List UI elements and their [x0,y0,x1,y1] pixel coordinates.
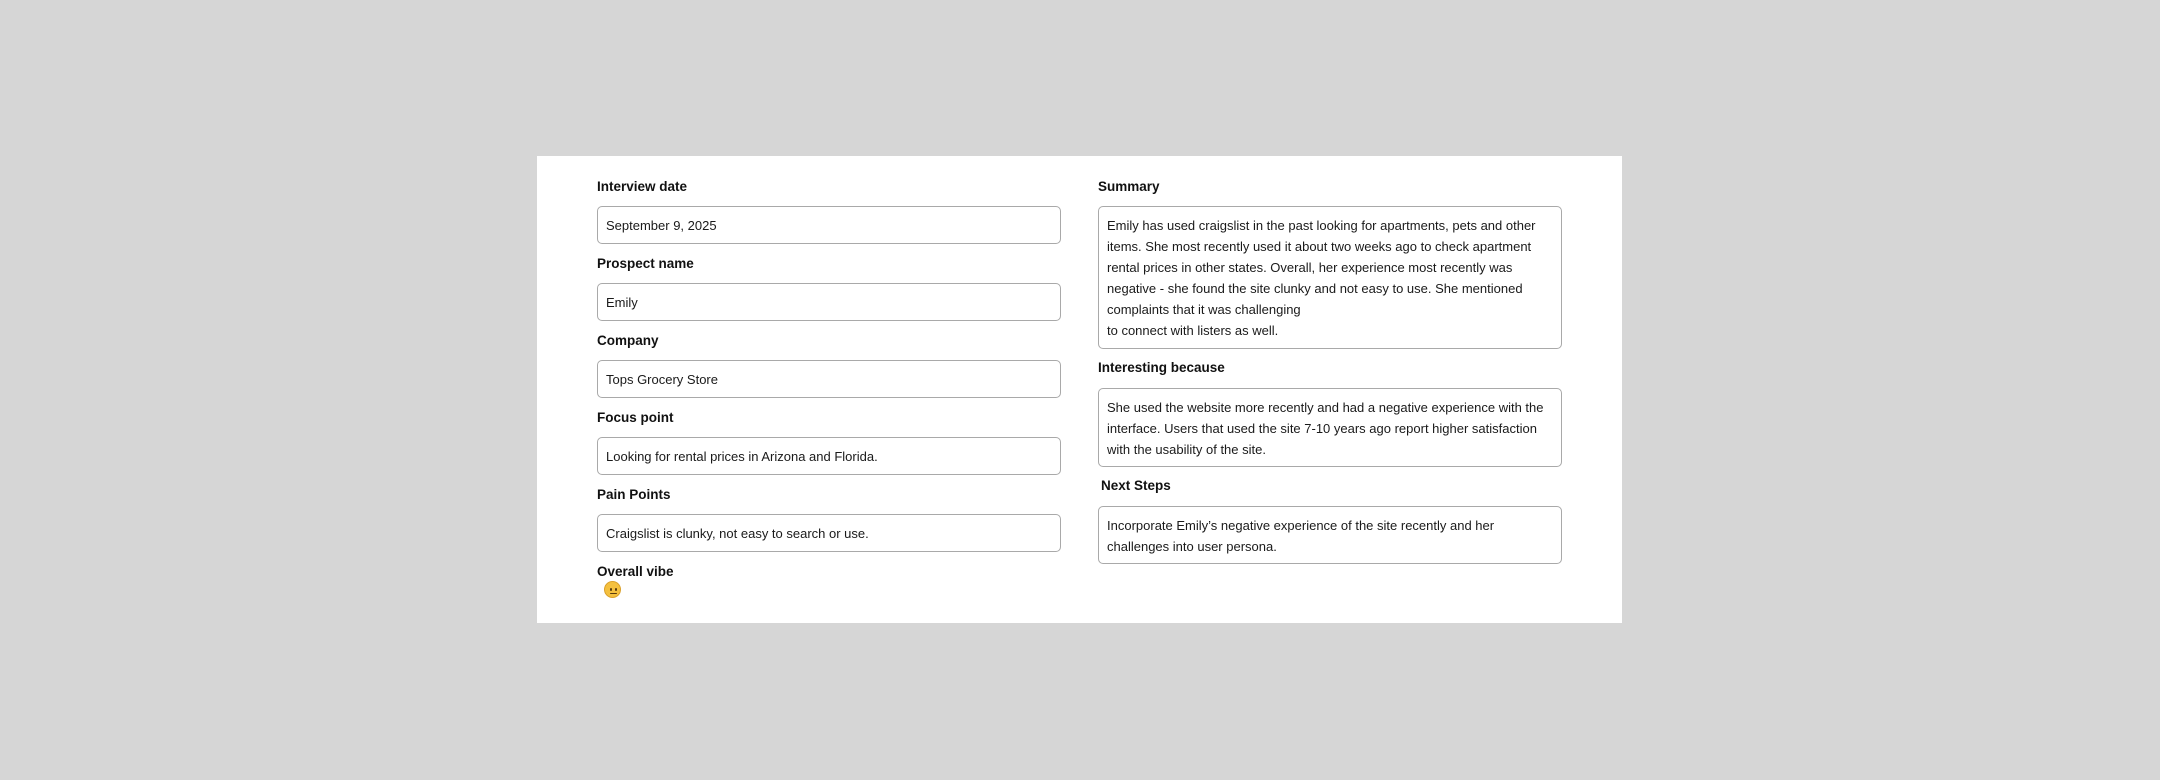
interesting-because-field[interactable]: She used the website more recently and had a negative experience with the interface. Users that used the site 7-10 years ago report higher satisfaction with the usability of the site. [1098,388,1562,467]
company-field[interactable]: Tops Grocery Store [597,360,1061,398]
overall-vibe-label: Overall vibe [597,564,674,579]
next-steps-field[interactable]: Incorporate Emily’s negative experience of the site recently and her challenges into user persona. [1098,506,1562,564]
neutral-face-icon[interactable] [604,581,621,598]
summary-field[interactable]: Emily has used craigslist in the past looking for apartments, pets and other items. She most recently used it about two weeks ago to check apartment rental prices in other states. Overall, her experience most recently was negative - she found the site clunky and not easy to use. She mentioned complaints that it was challenging to connect with listers as well. [1098,206,1562,349]
pain-points-label: Pain Points [597,487,671,502]
next-steps-label: Next Steps [1101,478,1171,493]
summary-label: Summary [1098,179,1160,194]
pain-points-field[interactable]: Craigslist is clunky, not easy to search or use. [597,514,1061,552]
interview-date-field[interactable]: September 9, 2025 [597,206,1061,244]
prospect-name-label: Prospect name [597,256,694,271]
interesting-because-label: Interesting because [1098,360,1225,375]
focus-point-field[interactable]: Looking for rental prices in Arizona and Florida. [597,437,1061,475]
focus-point-label: Focus point [597,410,674,425]
company-label: Company [597,333,659,348]
prospect-name-field[interactable]: Emily [597,283,1061,321]
interview-notes-card [537,156,1622,623]
interview-date-label: Interview date [597,179,688,194]
